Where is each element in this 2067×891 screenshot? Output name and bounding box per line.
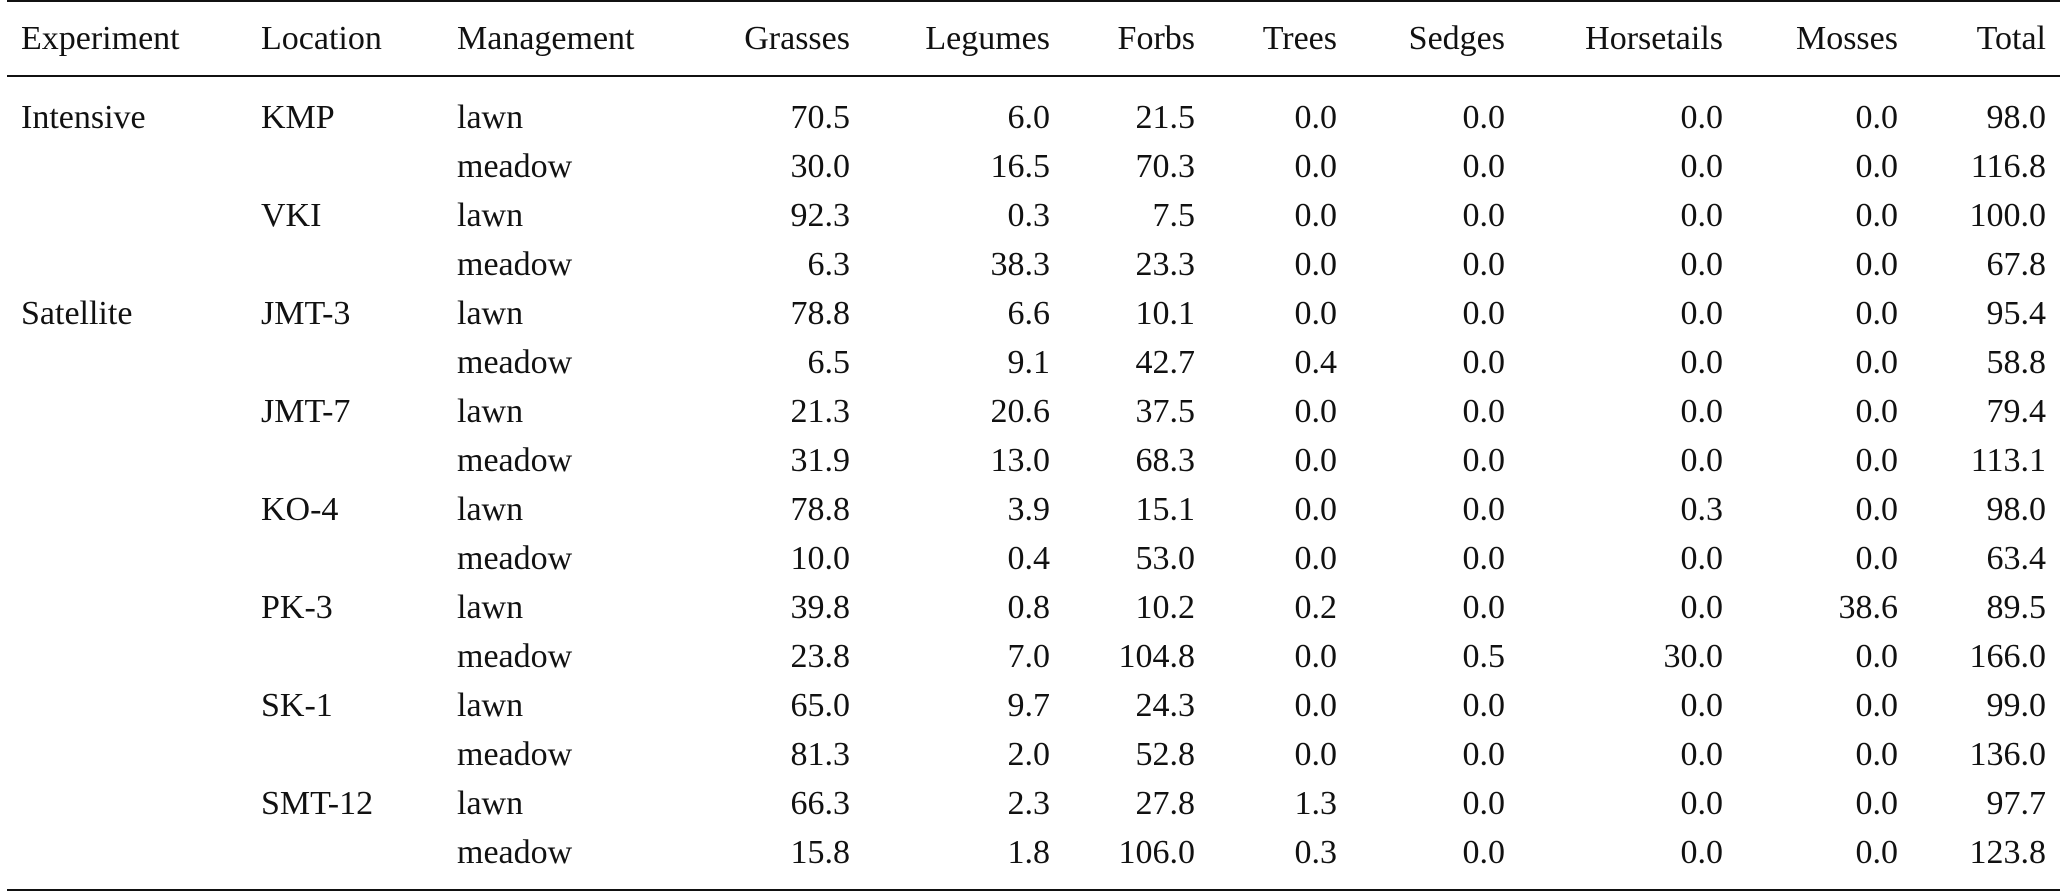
column-header-experiment: Experiment — [21, 19, 180, 57]
cell-forbs: 104.8 — [1118, 638, 1195, 675]
cell-legumes: 0.3 — [1007, 197, 1050, 234]
cell-mosses: 0.0 — [1855, 393, 1898, 430]
cell-trees: 0.0 — [1294, 246, 1337, 283]
cell-management: meadow — [457, 442, 573, 479]
cell-trees: 0.0 — [1294, 491, 1337, 528]
cell-experiment — [7, 779, 247, 828]
cell-location — [247, 828, 443, 890]
cell-location: JMT-3 — [261, 295, 351, 332]
cell-total: 136.0 — [1969, 736, 2046, 773]
column-header-total: Total — [1976, 19, 2046, 57]
cell-horsetails: 0.0 — [1680, 99, 1723, 136]
cell-horsetails: 0.0 — [1680, 442, 1723, 479]
cell-management: lawn — [457, 99, 524, 136]
cell-grasses: 65.0 — [790, 687, 850, 724]
cell-total: 79.4 — [1986, 393, 2046, 430]
cell-management: meadow — [457, 344, 573, 381]
cell-sedges: 0.0 — [1462, 148, 1505, 185]
cell-trees: 0.0 — [1294, 148, 1337, 185]
cell-legumes: 0.4 — [1007, 540, 1050, 577]
cell-mosses: 0.0 — [1855, 540, 1898, 577]
cell-mosses: 0.0 — [1855, 148, 1898, 185]
cell-location — [247, 338, 443, 387]
cell-legumes: 1.8 — [1007, 834, 1050, 871]
cell-location — [247, 534, 443, 583]
cell-management: lawn — [457, 785, 524, 822]
cell-total: 67.8 — [1986, 246, 2046, 283]
cell-location — [247, 142, 443, 191]
column-header-trees: Trees — [1262, 19, 1337, 57]
cell-total: 98.0 — [1986, 491, 2046, 528]
cell-experiment: Satellite — [21, 295, 133, 332]
cell-horsetails: 0.0 — [1680, 589, 1723, 626]
cell-location — [247, 632, 443, 681]
cell-trees: 0.3 — [1294, 834, 1337, 871]
cell-grasses: 92.3 — [790, 197, 850, 234]
cell-forbs: 7.5 — [1152, 197, 1195, 234]
cell-sedges: 0.0 — [1462, 442, 1505, 479]
cell-sedges: 0.0 — [1462, 197, 1505, 234]
cell-mosses: 0.0 — [1855, 344, 1898, 381]
table-row — [7, 828, 2060, 890]
cell-forbs: 52.8 — [1135, 736, 1195, 773]
cell-forbs: 15.1 — [1135, 491, 1195, 528]
table-row — [7, 730, 2060, 779]
table-row — [7, 534, 2060, 583]
cell-horsetails: 0.0 — [1680, 785, 1723, 822]
cell-sedges: 0.0 — [1462, 99, 1505, 136]
cell-horsetails: 0.0 — [1680, 687, 1723, 724]
table-row — [7, 240, 2060, 289]
cell-grasses: 81.3 — [790, 736, 850, 773]
cell-sedges: 0.0 — [1462, 834, 1505, 871]
cell-mosses: 38.6 — [1838, 589, 1898, 626]
cell-legumes: 16.5 — [990, 148, 1050, 185]
cell-experiment — [7, 632, 247, 681]
cell-management: meadow — [457, 148, 573, 185]
cell-trees: 0.0 — [1294, 736, 1337, 773]
cell-grasses: 78.8 — [790, 295, 850, 332]
cell-legumes: 9.1 — [1007, 344, 1050, 381]
cell-trees: 0.4 — [1294, 344, 1337, 381]
cell-legumes: 20.6 — [990, 393, 1050, 430]
cell-management: meadow — [457, 246, 573, 283]
cell-total: 89.5 — [1986, 589, 2046, 626]
cell-total: 95.4 — [1986, 295, 2046, 332]
cell-total: 166.0 — [1969, 638, 2046, 675]
cell-grasses: 10.0 — [790, 540, 850, 577]
cell-trees: 1.3 — [1294, 785, 1337, 822]
cell-management: meadow — [457, 736, 573, 773]
cell-management: lawn — [457, 687, 524, 724]
column-header-sedges: Sedges — [1408, 19, 1505, 57]
cell-grasses: 31.9 — [790, 442, 850, 479]
cell-mosses: 0.0 — [1855, 99, 1898, 136]
cell-experiment — [7, 240, 247, 289]
column-header-location: Location — [261, 19, 382, 57]
cell-grasses: 78.8 — [790, 491, 850, 528]
cell-forbs: 42.7 — [1135, 344, 1195, 381]
cell-total: 123.8 — [1969, 834, 2046, 871]
column-header-grasses: Grasses — [744, 19, 850, 57]
cell-management: meadow — [457, 834, 573, 871]
cell-legumes: 7.0 — [1007, 638, 1050, 675]
cell-grasses: 23.8 — [790, 638, 850, 675]
cell-trees: 0.0 — [1294, 638, 1337, 675]
cell-forbs: 70.3 — [1135, 148, 1195, 185]
cell-management: lawn — [457, 491, 524, 528]
cell-grasses: 39.8 — [790, 589, 850, 626]
cell-experiment: Intensive — [21, 99, 146, 136]
cell-sedges: 0.0 — [1462, 540, 1505, 577]
cell-experiment — [7, 730, 247, 779]
cell-horsetails: 30.0 — [1663, 638, 1723, 675]
cell-forbs: 68.3 — [1135, 442, 1195, 479]
cell-horsetails: 0.0 — [1680, 295, 1723, 332]
cell-forbs: 10.1 — [1135, 295, 1195, 332]
cell-mosses: 0.0 — [1855, 295, 1898, 332]
cell-legumes: 2.3 — [1007, 785, 1050, 822]
cell-total: 58.8 — [1986, 344, 2046, 381]
cell-legumes: 3.9 — [1007, 491, 1050, 528]
table-row — [7, 779, 2060, 828]
table-row — [7, 338, 2060, 387]
table-body — [7, 76, 2060, 890]
cell-location: KO-4 — [261, 491, 339, 528]
cell-forbs: 21.5 — [1135, 99, 1195, 136]
cell-mosses: 0.0 — [1855, 687, 1898, 724]
column-header-horsetails: Horsetails — [1585, 19, 1723, 57]
cell-location: VKI — [261, 197, 322, 234]
cell-total: 99.0 — [1986, 687, 2046, 724]
cell-grasses: 6.3 — [807, 246, 850, 283]
cell-total: 100.0 — [1969, 197, 2046, 234]
cell-location: SMT-12 — [261, 785, 374, 822]
cell-horsetails: 0.0 — [1680, 736, 1723, 773]
cell-forbs: 37.5 — [1135, 393, 1195, 430]
cell-experiment — [7, 534, 247, 583]
cell-location — [247, 436, 443, 485]
cell-total: 97.7 — [1986, 785, 2046, 822]
cell-management: meadow — [457, 638, 573, 675]
table-row — [7, 485, 2060, 534]
cell-forbs: 106.0 — [1118, 834, 1195, 871]
table-row — [7, 387, 2060, 436]
cell-trees: 0.0 — [1294, 197, 1337, 234]
cell-management: meadow — [457, 540, 573, 577]
cell-sedges: 0.0 — [1462, 393, 1505, 430]
table-row — [7, 436, 2060, 485]
cell-mosses: 0.0 — [1855, 442, 1898, 479]
table-row — [7, 632, 2060, 681]
cell-sedges: 0.0 — [1462, 785, 1505, 822]
cell-forbs: 23.3 — [1135, 246, 1195, 283]
cell-location: KMP — [261, 99, 335, 136]
cell-experiment — [7, 681, 247, 730]
cell-total: 113.1 — [1970, 442, 2046, 479]
cell-sedges: 0.5 — [1462, 638, 1505, 675]
cell-mosses: 0.0 — [1855, 638, 1898, 675]
table-header-row — [7, 1, 2060, 76]
cell-mosses: 0.0 — [1855, 785, 1898, 822]
cell-sedges: 0.0 — [1462, 246, 1505, 283]
column-header-forbs: Forbs — [1117, 19, 1195, 57]
cell-experiment — [7, 828, 247, 890]
table-row — [7, 681, 2060, 730]
cell-horsetails: 0.0 — [1680, 834, 1723, 871]
cell-legumes: 0.8 — [1007, 589, 1050, 626]
cell-experiment — [7, 436, 247, 485]
cell-grasses: 15.8 — [790, 834, 850, 871]
cell-horsetails: 0.0 — [1680, 393, 1723, 430]
cell-total: 116.8 — [1970, 148, 2046, 185]
cell-management: lawn — [457, 197, 524, 234]
cell-total: 98.0 — [1986, 99, 2046, 136]
cell-mosses: 0.0 — [1855, 736, 1898, 773]
cell-experiment — [7, 338, 247, 387]
cell-trees: 0.0 — [1294, 442, 1337, 479]
table-row — [7, 583, 2060, 632]
cell-horsetails: 0.3 — [1680, 491, 1723, 528]
cell-sedges: 0.0 — [1462, 687, 1505, 724]
column-header-legumes: Legumes — [925, 19, 1050, 57]
cell-experiment — [7, 191, 247, 240]
cell-horsetails: 0.0 — [1680, 148, 1723, 185]
cell-sedges: 0.0 — [1462, 491, 1505, 528]
cell-forbs: 24.3 — [1135, 687, 1195, 724]
column-header-management: Management — [457, 19, 635, 57]
cell-total: 63.4 — [1986, 540, 2046, 577]
cell-grasses: 6.5 — [807, 344, 850, 381]
cell-trees: 0.0 — [1294, 687, 1337, 724]
cell-legumes: 13.0 — [990, 442, 1050, 479]
table-row — [7, 191, 2060, 240]
cell-mosses: 0.0 — [1855, 246, 1898, 283]
cell-trees: 0.0 — [1294, 99, 1337, 136]
cell-grasses: 66.3 — [790, 785, 850, 822]
cell-management: lawn — [457, 589, 524, 626]
cell-sedges: 0.0 — [1462, 295, 1505, 332]
cell-trees: 0.2 — [1294, 589, 1337, 626]
cell-mosses: 0.0 — [1855, 197, 1898, 234]
cell-sedges: 0.0 — [1462, 589, 1505, 626]
cell-forbs: 10.2 — [1135, 589, 1195, 626]
cell-management: lawn — [457, 295, 524, 332]
cell-legumes: 6.6 — [1007, 295, 1050, 332]
cell-experiment — [7, 142, 247, 191]
vegetation-cover-table — [7, 0, 2060, 891]
cell-trees: 0.0 — [1294, 295, 1337, 332]
cell-sedges: 0.0 — [1462, 736, 1505, 773]
cell-location: JMT-7 — [261, 393, 351, 430]
cell-grasses: 30.0 — [790, 148, 850, 185]
cell-horsetails: 0.0 — [1680, 197, 1723, 234]
cell-legumes: 6.0 — [1007, 99, 1050, 136]
cell-location: PK-3 — [261, 589, 333, 626]
cell-horsetails: 0.0 — [1680, 344, 1723, 381]
cell-management: lawn — [457, 393, 524, 430]
cell-forbs: 27.8 — [1135, 785, 1195, 822]
cell-legumes: 2.0 — [1007, 736, 1050, 773]
cell-horsetails: 0.0 — [1680, 246, 1723, 283]
cell-legumes: 38.3 — [990, 246, 1050, 283]
cell-experiment — [7, 485, 247, 534]
cell-location — [247, 730, 443, 779]
table-row — [7, 142, 2060, 191]
cell-horsetails: 0.0 — [1680, 540, 1723, 577]
column-header-mosses: Mosses — [1795, 19, 1898, 57]
cell-grasses: 21.3 — [790, 393, 850, 430]
cell-legumes: 9.7 — [1007, 687, 1050, 724]
cell-location: SK-1 — [261, 687, 333, 724]
cell-location — [247, 240, 443, 289]
cell-mosses: 0.0 — [1855, 834, 1898, 871]
cell-experiment — [7, 387, 247, 436]
cell-trees: 0.0 — [1294, 393, 1337, 430]
cell-trees: 0.0 — [1294, 540, 1337, 577]
cell-forbs: 53.0 — [1135, 540, 1195, 577]
table-row — [7, 76, 2060, 142]
cell-experiment — [7, 583, 247, 632]
cell-mosses: 0.0 — [1855, 491, 1898, 528]
vegetation-cover-table-container — [7, 0, 2060, 891]
table-row — [7, 289, 2060, 338]
cell-grasses: 70.5 — [790, 99, 850, 136]
cell-sedges: 0.0 — [1462, 344, 1505, 381]
